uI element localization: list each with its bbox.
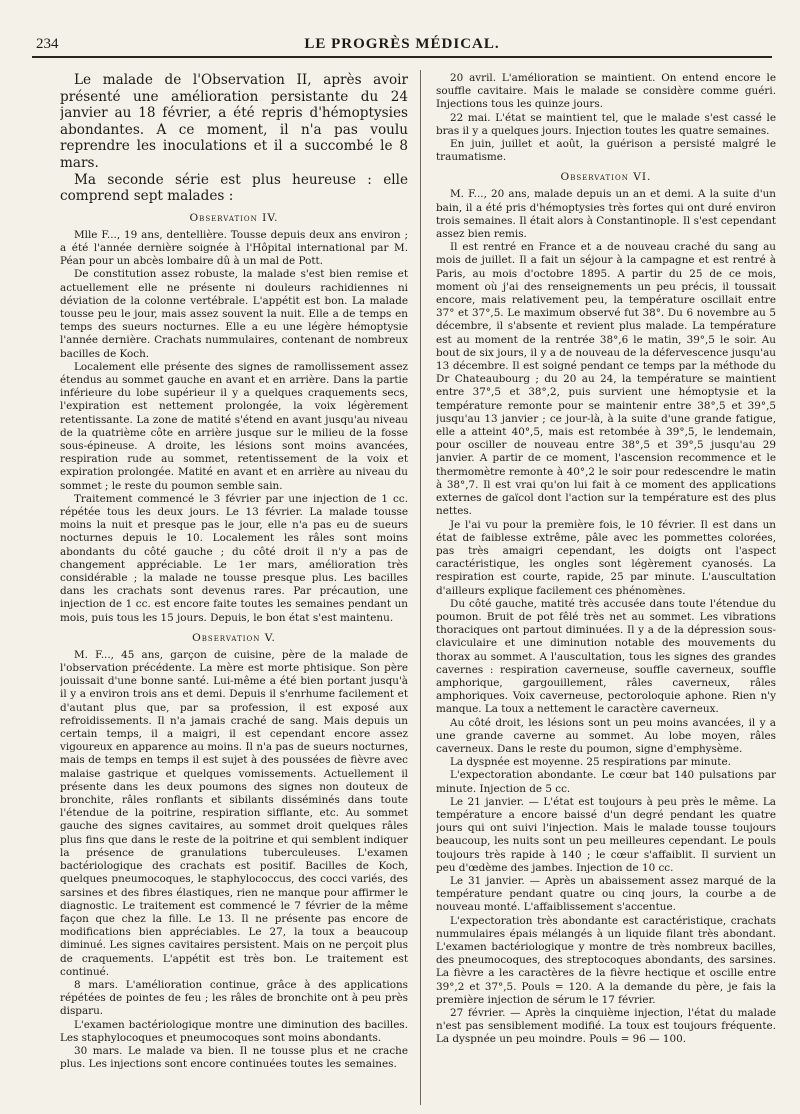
intro-paragraph: Le malade de l'Observation II, après avoir présenté une amélioration persistante du 24 janvier au 18 février, a été repris d'hémoptysies abondantes. A ce moment, il n'a pas voulu reprendre les inoculations et il a succombé le 8 mars. bbox=[60, 72, 408, 171]
paragraph: L'examen bactériologique montre une diminution des bacilles. Les staphylocoques et pneumocoques sont moins abondants. bbox=[60, 1018, 408, 1044]
paragraph: Mlle F..., 19 ans, dentellière. Tousse depuis deux ans environ ; a été l'année dernière soignée à l'Hôpital international par M. Péan pour un abcès lombaire dû à un mal de Pott. bbox=[60, 228, 408, 268]
paragraph: M. F..., 20 ans, malade depuis un an et demi. A la suite d'un bain, il a été pris d'hémoptysies très fortes qui ont duré environ trois semaines. Il était alors à Constantinople. Il s'est cependant assez bien remis. bbox=[436, 188, 776, 241]
paragraph: 20 avril. L'amélioration se maintient. On entend encore le souffle cavitaire. Mais le malade se considère comme guéri. Injections tous les quinze jours. bbox=[436, 72, 776, 111]
paragraph: 27 février. — Après la cinquième injection, l'état du malade n'est pas sensiblement modifié. La toux est toujours fréquente. La dyspnée un peu moindre. Pouls = 96 — 100. bbox=[436, 1007, 776, 1046]
paragraph: L'expectoration abondante. Le cœur bat 140 pulsations par minute. Injection de 5 cc. bbox=[436, 769, 776, 795]
page-header bbox=[32, 30, 772, 58]
paragraph: 30 mars. Le malade va bien. Il ne tousse plus et ne crache plus. Les injections sont encore continuées toutes les semaines. bbox=[60, 1044, 408, 1071]
paragraph: L'expectoration très abondante est caractéristique, crachats nummulaires épais mélangés à un liquide filant très abondant. L'examen bactériologique y montre de très nombreux bacilles, des pneumocoques, des streptocoques abondants, des sarsines. La fièvre a les caractères de la fièvre hectique et oscille entre 39°,2 et 37°,5. Pouls = 120. A la demande du père, je fais la première injection de sérum le 17 février. bbox=[436, 914, 776, 1006]
paragraph: En juin, juillet et août, la guérison a persisté malgré le traumatisme. bbox=[436, 138, 776, 164]
journal-title: LE PROGRÈS MÉDICAL. bbox=[304, 36, 500, 52]
paragraph: De constitution assez robuste, la malade s'est bien remise et actuellement elle ne présente ni douleurs rachidiennes ni déviation de la colonne vertébrale. L'appétit est bon. La malade tousse peu le jour, mais assez souvent la nuit. Elle a de temps en temps des sueurs nocturnes. Elle a eu une légère hémoptysie l'année dernière. Crachats nummulaires, contenant de nombreux bacilles de Koch. bbox=[60, 268, 408, 360]
paragraph: Au côté droit, les lésions sont un peu moins avancées, il y a une grande caverne au sommet. Au lobe moyen, râles caverneux. Dans le reste du poumon, signe d'emphysème. bbox=[436, 716, 776, 755]
page-number: 234 bbox=[36, 36, 59, 52]
paragraph: M. F..., 45 ans, garçon de cuisine, père de la malade de l'observation précédente. La mère est morte phtisique. Son père jouissait d'une bonne santé. Lui-même a été bien portant jusqu'à il y a environ trois ans et demi. Depuis il s'enrhume facilement et d'autant plus que, par sa profession, il est exposé aux refroidissements. Il n'a jamais craché de sang. Mais depuis un certain temps, il a maigri, il est cependant encore assez vigoureux en apparence au moins. Il n'a pas de sueurs nocturnes, mais de temps en temps il est sujet à des poussées de fièvre avec malaise gastrique et quelques vomissements. Actuellement il présente dans les deux poumons des signes non douteux de bronchite, râles ronflants et sibilants disséminés dans toute l'étendue de la poitrine, respiration sifflante, etc. Au sommet gauche des signes cavitaires, au sommet droit quelques râles plus fins que dans le reste de la poitrine et qui semblent indiquer la présence de granulations tuberculeuses. L'examen bactériologique des crachats est positif. Bacilles de Koch, quelques pneumocoques, le staphylococcus, des cocci variés, des sarsines et des fibres élastiques, rien ne manque pour affirmer le diagnostic. Le traitement est commencé le 7 février de la même façon que chez la fille. Le 13. Il ne présente pas encore de modifications bien appréciables. Le 27, la toux a beaucoup diminué. Les signes cavitaires persistent. Mais on ne perçoit plus de craquements. L'appétit est très bon. Le traitement est continué. bbox=[60, 648, 408, 978]
paragraph: Traitement commencé le 3 février par une injection de 1 cc. répétée tous les deux jours. Le 13 février. La malade tousse moins la nuit et presque pas le jour, elle n'a pas eu de sueurs nocturnes depuis le 10. Localement les râles sont moins abondants du côté gauche ; du côté droit il n'y a pas de changement appréciable. Le 1er mars, amélioration très considérable ; la malade ne tousse presque plus. Les bacilles dans les crachats sont devenus rares. Par précaution, une injection de 1 cc. est encore faite toutes les semaines pendant un mois, puis tous les 15 jours. Depuis, le bon état s'est maintenu. bbox=[60, 492, 408, 624]
observation-4-heading: Observation IV. bbox=[189, 211, 279, 224]
observation-6-heading: Observation VI. bbox=[560, 171, 652, 184]
paragraph: Le 31 janvier. — Après un abaissement assez marqué de la température pendant quatre ou cinq jours, la courbe a de nouveau monté. L'affaiblissement s'accentue. bbox=[436, 874, 776, 914]
paragraph: Localement elle présente des signes de ramollissement assez étendus au sommet gauche en avant et en arrière. Dans la partie inférieure du lobe supérieur il y a quelques craquements secs, l'expiration est nettement prolongée, la voix légèrement retentissante. La zone de matité s'étend en avant jusqu'au niveau de la quatrième côte en arrière jusque sur le milieu de la fosse sous-épineuse. A droite, les lésions sont moins avancées, respiration rude au sommet, retentissement de la voix et expiration prolongée. Matité en avant et en arrière au niveau du sommet ; le reste du poumon semble sain. bbox=[60, 360, 408, 492]
paragraph: La dyspnée est moyenne. 25 respirations par minute. bbox=[450, 756, 731, 769]
paragraph: Il est rentré en France et a de nouveau craché du sang au mois de juillet. Il a fait un séjour à la campagne et est rentré à Paris, au mois d'octobre 1895. A partir du 25 de ce mois, moment où j'ai des renseignements un peu précis, il toussait encore, mais relativement peu, la température oscillait entre 37° et 37°,5. Le maximum observé fut 38°. Du 6 novembre au 5 décembre, il s'absente et revient plus malade. La température est au moment de la rentrée 38°,6 le matin, 39°,5 le soir. Au bout de six jours, il y a de nouveau de la défervescence jusqu'au 13 décembre. Il est soigné pendant ce temps par la méthode du Dr Chateaubourg ; du 20 au 24, la température se maintient entre 37°,5 et 38°,2, puis survient une hémoptysie et la température remonte pour se maintenir entre 38°,5 et 39°,5 jusqu'au 13 janvier ; ce jour-là, à la suite d'une grande fatigue, elle a atteint 40°,5, mais est retombée à 39°,5, le lendemain, pour osciller de nouveau entre 38°,5 et 39°,5 jusqu'au 29 janvier. A partir de ce moment, l'ascension recommence et le thermomètre remonte à 40°,2 le soir pour redescendre le matin à 38°,7. Il est vrai qu'on lui fait à ce moment des applications externes de gaïcol dont l'action sur la température est des plus nettes. bbox=[436, 241, 776, 518]
paragraph: Le 21 janvier. — L'état est toujours à peu près le même. La température a encore baissé d'un degré pendant les quatre jours qui ont suivi l'injection. Mais le malade tousse toujours beaucoup, les nuits sont un peu meilleures cependant. Le pouls toujours très rapide à 140 ; le cœur s'affaiblit. Il survient un peu d'œdème des jambes. Injection de 10 cc. bbox=[436, 795, 776, 874]
right-column bbox=[436, 72, 776, 1102]
intro-paragraph: Ma seconde série est plus heureuse : elle comprend sept malades : bbox=[60, 171, 408, 205]
observation-5-heading: Observation V. bbox=[192, 631, 276, 644]
column-divider bbox=[420, 70, 421, 1105]
paragraph: 8 mars. L'amélioration continue, grâce à des applications répétées de pointes de feu ; les râles de bronchite ont à peu près disparu. bbox=[60, 978, 408, 1018]
paragraph: 22 mai. L'état se maintient tel, que le malade s'est cassé le bras il y a quelques jours. Injection toutes les quatre semaines. bbox=[436, 111, 776, 137]
paragraph: Du côté gauche, matité très accusée dans toute l'étendue du poumon. Bruit de pot fêlé très net au sommet. Les vibrations thoraciques ont partout diminuées. Il y a de la dépression sous-claviculaire et une diminution notable des mouvements du thorax au sommet. A l'auscultation, tous les signes des grandes cavernes : respiration caverneuse, souffle caverneux, souffle amphorique, gargouillement, râles caverneux, râles amphoriques. Voix caverneuse, pectoroloquie aphone. Rien n'y manque. La toux a nettement le caractère caverneux. bbox=[436, 597, 776, 716]
left-column bbox=[60, 72, 408, 1102]
paragraph: Je l'ai vu pour la première fois, le 10 février. Il est dans un état de faiblesse extrême, pâle avec les pommettes colorées, pas très amaigri cependant, les doigts ont l'aspect caractéristique, les ongles sont légèrement cyanosés. La respiration est courte, rapide, 25 par minute. L'auscultation d'ailleurs explique facilement ces phénomènes. bbox=[436, 518, 776, 597]
